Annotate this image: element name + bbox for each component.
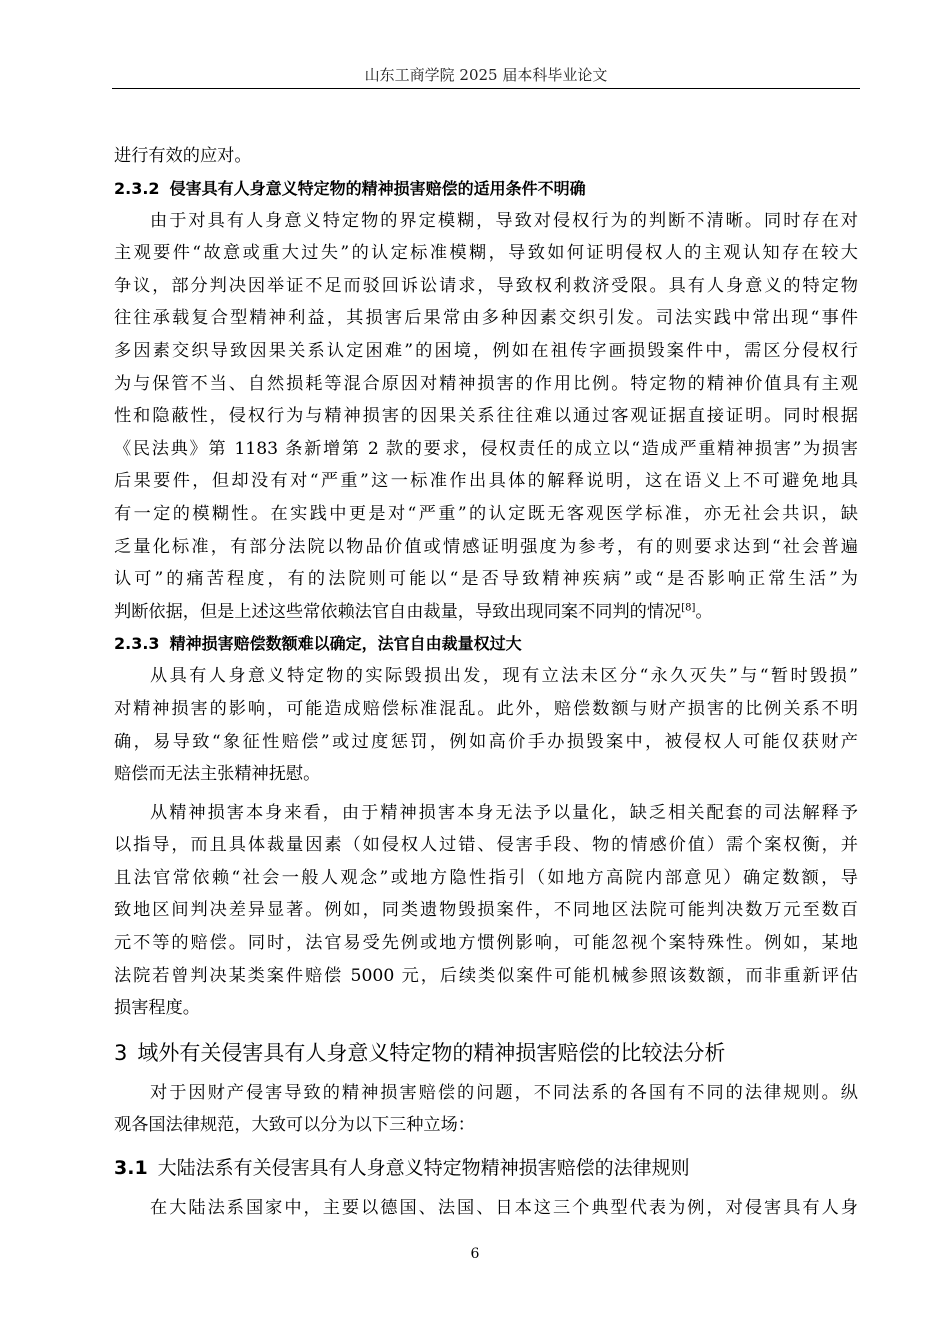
page-body <box>114 140 858 1225</box>
text-line: 有一定的模糊性。在实践中更是对“严重”的认定既无客观医学标准，亦无社会共识，缺 <box>114 503 858 524</box>
text-line: 损害程度。 <box>114 998 200 1019</box>
text-line: 以指导，而且具体裁量因素（如侵权人过错、侵害手段、物的情感价值）需个案权衡，并 <box>114 835 858 856</box>
line-end: 。 <box>695 601 713 622</box>
section-number: 2.3.3 <box>114 634 160 654</box>
text-line: 在大陆法系国家中，主要以德国、法国、日本这三个典型代表为例，对侵害具有人身 <box>150 1198 858 1219</box>
text-line: 乏量化标准，有部分法院以物品价值或情感证明强度为参考，有的则要求达到“社会普遍 <box>114 536 858 557</box>
text-line: 主观要件“故意或重大过失”的认定标准模糊，导致如何证明侵权人的主观认知存在较大 <box>114 243 858 264</box>
text-line: 致地区间判决差异显著。例如，同类遗物毁损案件，不同地区法院可能判决数万元至数百 <box>114 900 858 921</box>
section-title: 大陆法系有关侵害具有人身意义特定物精神损害赔偿的法律规则 <box>157 1157 690 1180</box>
text-line: 且法官常依赖“社会一般人观念”或地方隐性指引（如地方高院内部意见）确定数额，导 <box>114 867 858 888</box>
text-line: 认可”的痛苦程度，有的法院则可能以“是否导致精神疾病”或“是否影响正常生活”为 <box>114 569 858 590</box>
text-line: 从具有人身意义特定物的实际毁损出发，现有立法未区分“永久灭失”与“暂时毁损” <box>150 666 858 687</box>
paragraph <box>114 797 858 1025</box>
citation-ref[interactable]: [8] <box>681 601 696 613</box>
paragraph <box>114 205 858 629</box>
line-text: 判断依据，但是上述这些常依赖法官自由裁量，导致出现同案不同判的情况 <box>114 601 682 622</box>
text-line: 赔偿而无法主张精神抚慰。 <box>114 764 321 785</box>
text-line: 性和隐蔽性，侵权行为与精神损害的因果关系往往难以通过客观证据直接证明。同时根据 <box>114 406 858 427</box>
text-line: 往往承载复合型精神利益，其损害后果常由多种因素交织引发。司法实践中常出现“事件 <box>114 308 858 329</box>
text-line: 后果要件，但却没有对“严重”这一标准作出具体的解释说明，这在语义上不可避免地具 <box>114 471 858 492</box>
text-line: 为与保管不当、自然损耗等混合原因对精神损害的作用比例。特定物的精神价值具有主观 <box>114 373 858 394</box>
text-line: 争议，部分判决因举证不足而驳回诉讼请求，导致权利救济受限。具有人身意义的特定物 <box>114 275 858 296</box>
chapter-number: 3 <box>114 1040 128 1065</box>
text-line: 多因素交织导致因果关系认定困难”的困境，例如在祖传字画损毁案件中，需区分侵权行 <box>114 340 858 361</box>
section-title: 精神损害赔偿数额难以确定，法官自由裁量权过大 <box>169 634 522 654</box>
text-line: 从精神损害本身来看，由于精神损害本身无法予以量化，缺乏相关配套的司法解释予 <box>150 802 858 823</box>
chapter-heading-3 <box>114 1031 858 1075</box>
section-heading-2-3-2 <box>114 173 858 205</box>
section-title: 侵害具有人身意义特定物的精神损害赔偿的适用条件不明确 <box>169 178 586 198</box>
text-line: 由于对具有人身意义特定物的界定模糊，导致对侵权行为的判断不清晰。同时存在对 <box>150 210 858 231</box>
text-line: 对于因财产侵害导致的精神损害赔偿的问题，不同法系的各国有不同的法律规则。纵 <box>150 1082 858 1103</box>
paragraph <box>114 660 858 790</box>
text-line: 元不等的赔偿。同时，法官易受先例或地方惯例影响，可能忽视个案特殊性。例如，某地 <box>114 933 858 954</box>
section-heading-3-1 <box>114 1148 858 1188</box>
text-line: 对精神损害的影响，可能造成赔偿标准混乱。此外，赔偿数额与财产损害的比例关系不明 <box>114 698 858 719</box>
text-line: 观各国法律规范，大致可以分为以下三种立场： <box>114 1115 475 1136</box>
section-number: 2.3.2 <box>114 178 160 198</box>
paragraph <box>114 1077 858 1142</box>
section-heading-2-3-3 <box>114 628 858 660</box>
text-line: 《民法典》第 1183 条新增第 2 款的要求，侵权责任的成立以“造成严重精神损害”为损害 <box>114 438 858 459</box>
header-rule <box>112 88 860 89</box>
section-number: 3.1 <box>114 1157 148 1180</box>
paragraph <box>114 1192 858 1225</box>
text-line: 法院若曾判决某类案件赔偿 5000 元，后续类似案件可能机械参照该数额，而非重新评估 <box>114 965 858 986</box>
text-line: 确，易导致“象征性赔偿”或过度惩罚，例如高价手办损毁案中，被侵权人可能仅获财产 <box>114 731 858 752</box>
page-number: 6 <box>470 1246 480 1262</box>
text-line <box>114 596 858 629</box>
text-line: 进行有效的应对。 <box>114 146 252 166</box>
running-header: 山东工商学院 2025 届本科毕业论文 <box>364 66 608 84</box>
chapter-title: 域外有关侵害具有人身意义特定物的精神损害赔偿的比较法分析 <box>137 1040 726 1065</box>
